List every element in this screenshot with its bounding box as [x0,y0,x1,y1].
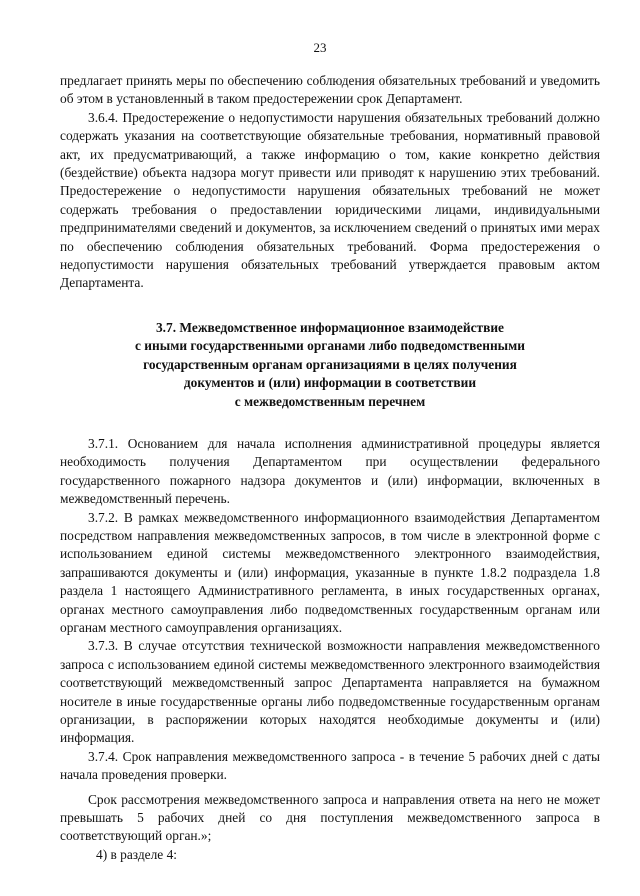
document-body [60,72,600,864]
paragraph-3-7-3: 3.7.3. В случае отсутствия технической возможности направления межведомственного запроса с использованием единой системы межведомственного электронного взаимодействия соответствующий межведомственный запрос Департамента направляется на бумажном носителе в иные государственные органы либо подведомственные государственным органам организации, в распоряжении которых находятся необходимые документы и (или) информация. [60,638,600,746]
paragraph-3-7-1: 3.7.1. Основанием для начала исполнения административной процедуры является необходимость получения Департаментом при осуществлении федерального государственного пожарного надзора документов и (или) информации, включенных в межведомственный перечень. [60,435,600,507]
list-item-4: 4) в разделе 4: [96,846,178,862]
paragraph-continuation: предлагает принять меры по обеспечению соблюдения обязательных требований и уведомить об этом в установленный в таком предостережении срок Департамент. [60,73,600,107]
section-heading-line: с иными государственными органами либо подведомственными [135,338,525,354]
page-number: 23 [313,40,327,55]
paragraph-3-6-4: 3.6.4. Предостережение о недопустимости нарушения обязательных требований должно содержать указания на соответствующие обязательные требования, нормативный правовой акт, их предусматривающий, а также информацию о том, какие конкретно действия (бездействие) объекта надзора могут привести или приводят к нарушению этих требований. Предостережение о недопустимости нарушения обязательных требований не может содержать требования о предоставлении юридическими лицами, индивидуальными предпринимателями сведений и документов, за исключением сведений о принятых ими мерах по обеспечению соблюдения обязательных требований. Форма предостережения о недопустимости нарушения обязательных требований утверждается правовым актом Департамента. [60,109,600,291]
section-heading-3-7 [60,319,600,411]
paragraph-response-term: Срок рассмотрения межведомственного запроса и направления ответа на него не может превышать 5 рабочих дней со дня поступления межведомственного запроса в соответствующий орган.»; [60,791,600,844]
section-heading-line: 3.7. Межведомственное информационное взаимодействие [155,319,505,335]
paragraph-3-7-4: 3.7.4. Срок направления межведомственного запроса - в течение 5 рабочих дней с даты начала проведения проверки. [60,748,600,783]
section-heading-line: с межведомственным перечнем [234,393,426,409]
section-heading-line: государственным органам организациями в целях получения [143,356,517,372]
section-heading-line: документов и (или) информации в соответствии [183,375,477,391]
paragraph-3-7-2: 3.7.2. В рамках межведомственного информационного взаимодействия Департаментом посредством направления межведомственных запросов, в том числе в электронной форме с использованием единой системы межведомственного электронного взаимодействия, запрашиваются документы и (или) информация, указанные в пункте 1.8.2 подраздела 1.8 раздела 1 настоящего Административного регламента, в иных государственных органах, органах местного самоуправления либо подведомственных государственным органам или органам местного самоуправления организациях. [60,509,600,635]
